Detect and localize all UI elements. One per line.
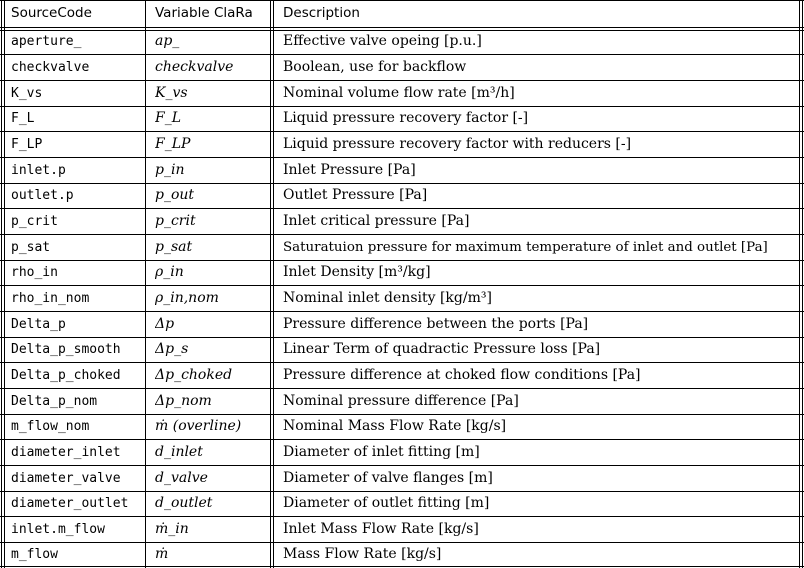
table-row xyxy=(0,209,804,234)
variable-cell: p_crit xyxy=(155,213,196,229)
description-cell: Inlet critical pressure [Pa] xyxy=(283,213,470,229)
source-code-cell: inlet.p xyxy=(11,163,66,178)
source-code-cell: diameter_outlet xyxy=(11,496,129,511)
variable-cell: K_vs xyxy=(155,85,188,101)
table-row xyxy=(0,55,804,80)
source-code-cell: m_flow_nom xyxy=(11,419,90,434)
description-cell: Inlet Mass Flow Rate [kg/s] xyxy=(283,521,479,537)
source-code-cell: outlet.p xyxy=(11,188,74,203)
variable-cell: Δp_s xyxy=(155,341,189,357)
header-rule-1 xyxy=(0,27,804,28)
source-code-cell: checkvalve xyxy=(11,60,90,75)
table-header-row xyxy=(0,1,804,26)
description-cell: Boolean, use for backflow xyxy=(283,59,467,75)
description-cell: Outlet Pressure [Pa] xyxy=(283,187,428,203)
source-code-cell: Delta_p_smooth xyxy=(11,342,121,357)
source-code-cell: diameter_inlet xyxy=(11,445,121,460)
table-row xyxy=(0,517,804,542)
variable-cell: checkvalve xyxy=(155,59,234,75)
header-variable-clara: Variable ClaRa xyxy=(155,5,253,21)
description-cell: Nominal Mass Flow Rate [kg/s] xyxy=(283,418,507,434)
source-code-cell: rho_in_nom xyxy=(11,291,90,306)
table-row xyxy=(0,235,804,260)
table-row xyxy=(0,183,804,208)
source-code-cell: K_vs xyxy=(11,86,43,101)
variable-cell: ap_ xyxy=(155,33,180,49)
variable-cell: ρ_in xyxy=(155,264,184,280)
description-cell: Inlet Density [m³/kg] xyxy=(283,264,431,280)
description-cell: Linear Term of quadractic Pressure loss [Pa] xyxy=(283,341,601,357)
source-code-cell: aperture_ xyxy=(11,34,82,49)
description-cell: Liquid pressure recovery factor with reducers [-] xyxy=(283,136,632,152)
description-cell: Saturatuion pressure for maximum temperature of inlet and outlet [Pa] xyxy=(283,240,768,255)
description-cell: Nominal inlet density [kg/m³] xyxy=(283,290,492,306)
variable-cell: p_in xyxy=(155,162,185,178)
description-cell: Pressure difference at choked flow conditions [Pa] xyxy=(283,367,641,383)
table-row xyxy=(0,440,804,465)
table-row xyxy=(0,286,804,311)
table-row xyxy=(0,132,804,157)
header-source-code: SourceCode xyxy=(11,5,92,21)
source-code-cell: diameter_valve xyxy=(11,471,121,486)
description-cell: Mass Flow Rate [kg/s] xyxy=(283,546,442,562)
variable-cell: d_outlet xyxy=(155,495,213,511)
source-code-cell: p_sat xyxy=(11,240,51,255)
table-row xyxy=(0,337,804,362)
description-cell: Effective valve opeing [p.u.] xyxy=(283,33,482,49)
variable-cell: ṁ (overline) xyxy=(155,418,242,434)
table-row xyxy=(0,260,804,285)
variable-cell: ṁ_in xyxy=(155,521,189,537)
variable-cell: ṁ xyxy=(155,546,169,562)
description-cell: Diameter of outlet fitting [m] xyxy=(283,495,490,511)
source-code-cell: rho_in xyxy=(11,265,58,280)
variable-cell: Δp_choked xyxy=(155,367,233,383)
source-code-cell: inlet.m_flow xyxy=(11,522,105,537)
table-row xyxy=(0,466,804,491)
variable-cell: p_out xyxy=(155,187,195,203)
table-row xyxy=(0,158,804,183)
variable-cell: F_LP xyxy=(155,136,191,152)
description-cell: Nominal pressure difference [Pa] xyxy=(283,393,519,409)
table-row xyxy=(0,491,804,516)
source-code-cell: m_flow xyxy=(11,547,58,562)
table-row xyxy=(0,29,804,54)
table-row xyxy=(0,542,804,567)
source-code-cell: Delta_p_nom xyxy=(11,394,98,409)
variable-cell: Δp_nom xyxy=(155,393,212,409)
table-row xyxy=(0,81,804,106)
source-code-cell: F_L xyxy=(11,111,35,126)
header-description: Description xyxy=(283,5,360,21)
description-cell: Diameter of inlet fitting [m] xyxy=(283,444,480,460)
description-cell: Nominal volume flow rate [m³/h] xyxy=(283,85,515,101)
table-row xyxy=(0,106,804,131)
description-cell: Inlet Pressure [Pa] xyxy=(283,162,416,178)
source-code-cell: Delta_p_choked xyxy=(11,368,121,383)
description-cell: Liquid pressure recovery factor [-] xyxy=(283,110,529,126)
source-code-cell: F_LP xyxy=(11,137,43,152)
table-row xyxy=(0,414,804,439)
description-cell: Pressure difference between the ports [Pa] xyxy=(283,316,589,332)
description-cell: Diameter of valve flanges [m] xyxy=(283,470,493,486)
variable-cell: d_inlet xyxy=(155,444,203,460)
variable-cell: d_valve xyxy=(155,470,208,486)
source-code-cell: Delta_p xyxy=(11,317,66,332)
variable-cell: ρ_in,nom xyxy=(155,290,219,306)
source-code-cell: p_crit xyxy=(11,214,58,229)
variable-cell: F_L xyxy=(155,110,182,126)
table-row xyxy=(0,363,804,388)
table-row xyxy=(0,389,804,414)
variable-cell: p_sat xyxy=(155,239,193,255)
variable-cell: Δp xyxy=(155,316,175,332)
table-row xyxy=(0,312,804,337)
